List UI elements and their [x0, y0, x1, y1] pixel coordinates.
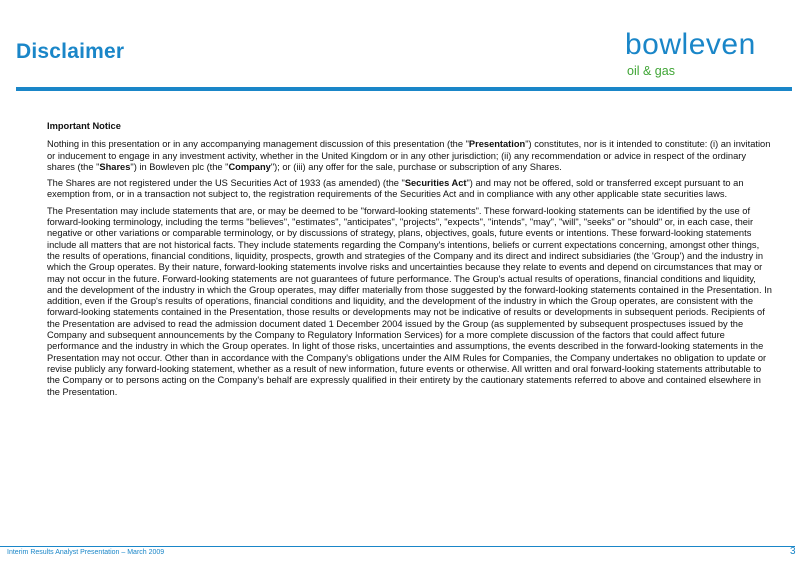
disclaimer-body: [47, 121, 772, 403]
notice-heading: Important Notice: [47, 121, 121, 131]
logo-tagline: oil & gas: [627, 64, 675, 78]
p2-bold-securities-act: Securities Act: [404, 178, 467, 189]
footer-divider: [0, 546, 795, 547]
p1-bold-company: Company: [228, 161, 271, 172]
p1-bold-presentation: Presentation: [468, 139, 526, 150]
paragraph-forward-looking: The Presentation may include statements that are, or may be deemed to be "forward-looking statements". These forward-looking statements can be identified by the use of forward-looking terminology, including the terms "believes", "estimates", "anticipates", "projects", "expects", "intends", "may", "will", "seeks" or "should" or, in each case, their negative or other variations or comparable terminology, or by discussions of strategy, plans, objectives, goals, future events or intentions. These forward-looking statements include all matters that are not historical facts. They include statements regarding the Company's intentions, beliefs or current expectations concerning, amongst other things, the results of operations, financial conditions, liquidity, prospects, growth and strategies of the Company and its direct and indirect subsidiaries (the 'Group') and the industry in which the Group operates. By their nature, forward-looking statements involve risks and uncertainties because they relate to events and depend on circumstances that may or may not occur in the future. Forward-looking statements are not guarantees of future performance. The Group's actual results of operations, financial conditions and liquidity, and the development of the industry in which the Group operates, may differ materially from those suggested by the forward-looking statements contained in the Presentation. In addition, even if the Group's results of operations, financial conditions and liquidity, and the development of the industry in which the Group operates, are consistent with the forward-looking statements contained in the Presentation, those results or developments may not be indicative of results or developments in subsequent periods. Recipients of the Presentation are advised to read the admission document dated 1 December 2004 issued by the Group (as supplemented by subsequent prospectuses issued by the Company and subsequent announcements by the Company to Regulatory Information Services) for a more complete discussion of the factors that could affect future performance and the industry in which the Group operates. In light of those risks, uncertainties and assumptions, the events described in the forward-looking statements in the Presentation may not occur. Other than in accordance with the Company's obligations under the AIM Rules for Companies, the Company undertakes no obligation to update or revise publicly any forward-looking statement, whether as a result of new information, future events or otherwise. All written and oral forward-looking statements attributable to the Company or to persons acting on the Company's behalf are expressly qualified in their entirety by the cautionary statements referred to above and contained elsewhere in the Presentation.: [47, 205, 772, 397]
company-logo: [625, 30, 775, 80]
p1-text-3: ") in Bowleven plc (the ": [130, 161, 229, 172]
p2-text-1: The Shares are not registered under the US Securities Act of 1933 (as amended) (the ": [47, 178, 405, 189]
footer-caption: Interim Results Analyst Presentation – March 2009: [7, 549, 165, 556]
paragraph-securities-act: [47, 178, 772, 201]
p2-text-2: ") and may not be offered, sold or transferred except pursuant to an exemption from, or in a transaction not subject to, the registration requirements of the Securities Act and in compliance with any other applicable state securities laws.: [47, 178, 744, 200]
p1-text-4: "); or (iii) any offer for the sale, purchase or subscription of any Shares.: [270, 161, 562, 172]
page-number: 3: [790, 546, 796, 557]
p1-text-2: ") constitutes, nor is it intended to constitute: (i) an invitation or inducement to engage in any investment activity, whether in the United Kingdom or in any other jurisdiction; (ii) any recommendation or advice in respect of the ordinary shares (the ": [47, 139, 771, 172]
p1-text-1: Nothing in this presentation or in any accompanying management discussion of this presentation (the ": [47, 139, 469, 150]
page-title: Disclaimer: [16, 40, 125, 63]
paragraph-presentation-notice: [47, 139, 772, 173]
logo-wordmark: bowleven: [625, 28, 756, 61]
p1-bold-shares: Shares: [99, 161, 131, 172]
header-divider: [16, 87, 792, 91]
